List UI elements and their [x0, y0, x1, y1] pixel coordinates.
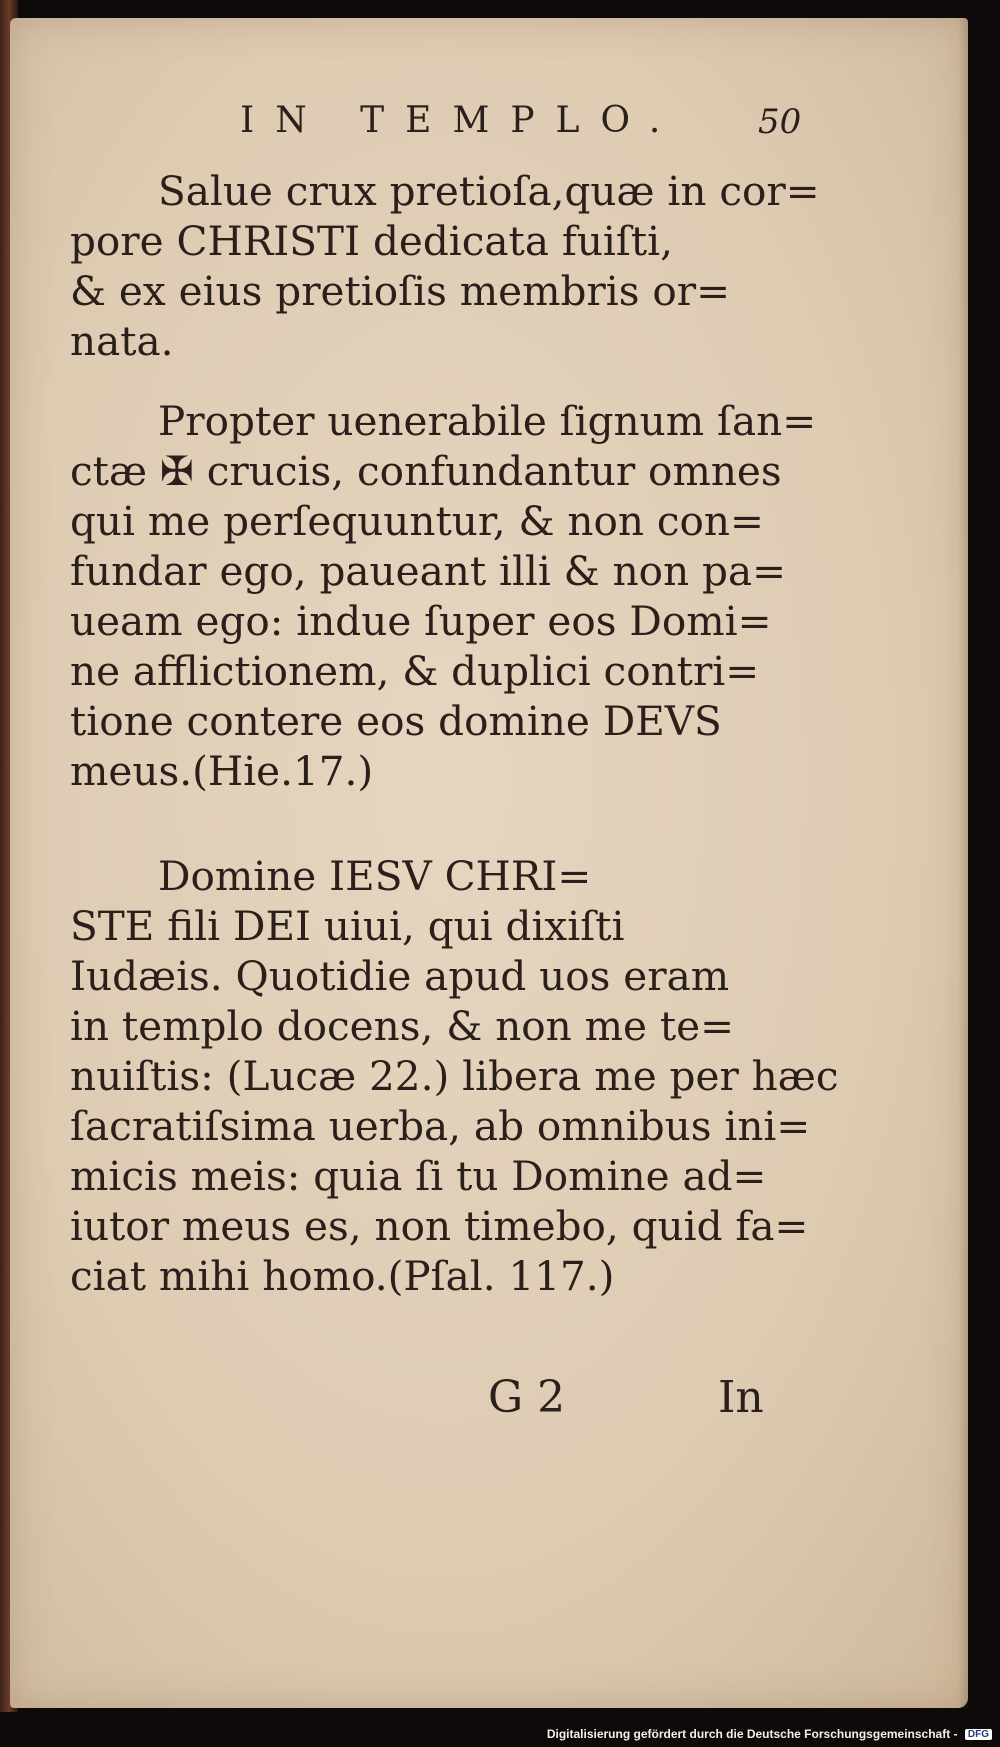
text-line: ſacratiſsima uerba, ab omnibus ini=: [70, 1102, 811, 1150]
text-line: Propter uenerabile ſignum ſan=: [158, 397, 817, 445]
text-line: nuiſtis: (Lucæ 22.) libera me per hæc: [70, 1052, 839, 1100]
text-line: meus.(Hie.17.): [70, 747, 374, 795]
text-line: nata.: [70, 317, 174, 365]
paragraph-propter-uenerabile: [70, 396, 817, 796]
text-line: Iudæis. Quotidie apud uos eram: [70, 952, 730, 1000]
page-number: 50: [758, 102, 802, 142]
dfg-logo: DFG: [965, 1729, 992, 1740]
text-line: qui me perſequuntur, & non con=: [70, 497, 764, 545]
text-line: micis meis: quia ſi tu Domine ad=: [70, 1152, 767, 1200]
paragraph-domine-iesu: [70, 851, 839, 1301]
text-line: & ex eius pretioſis membris or=: [70, 267, 731, 315]
text-line: ueam ego: indue ſuper eos Domi=: [70, 597, 772, 645]
text-line: fundar ego, paueant illi & non pa=: [70, 547, 787, 595]
text-line: Domine IESV CHRI=: [158, 852, 592, 900]
digitization-credit: [547, 1727, 992, 1741]
text-line: ne afflictionem, & duplici contri=: [70, 647, 760, 695]
book-page: [10, 18, 968, 1708]
text-line: Salue crux pretioſa,quæ in cor=: [158, 167, 820, 215]
text-line: ctæ ✠ crucis, confundantur omnes: [70, 447, 782, 495]
text-line: in templo docens, & non me te=: [70, 1002, 735, 1050]
catchword: In: [718, 1372, 764, 1423]
credit-text: Digitalisierung gefördert durch die Deutsche Forschungsgemeinschaft -: [546, 1727, 958, 1741]
text-line: STE fili DEI uiui, qui dixiſti: [70, 902, 625, 950]
signature-mark: G 2: [488, 1372, 566, 1423]
text-line: iutor meus es, non timebo, quid fa=: [70, 1202, 809, 1250]
text-line: tione contere eos domine DEVS: [70, 697, 722, 745]
paragraph-salue-crux: [70, 166, 820, 366]
running-head: IN TEMPLO.: [240, 100, 682, 141]
text-line: pore CHRISTI dedicata fuiſti,: [70, 217, 673, 265]
text-line: ciat mihi homo.(Pſal. 117.): [70, 1252, 615, 1300]
